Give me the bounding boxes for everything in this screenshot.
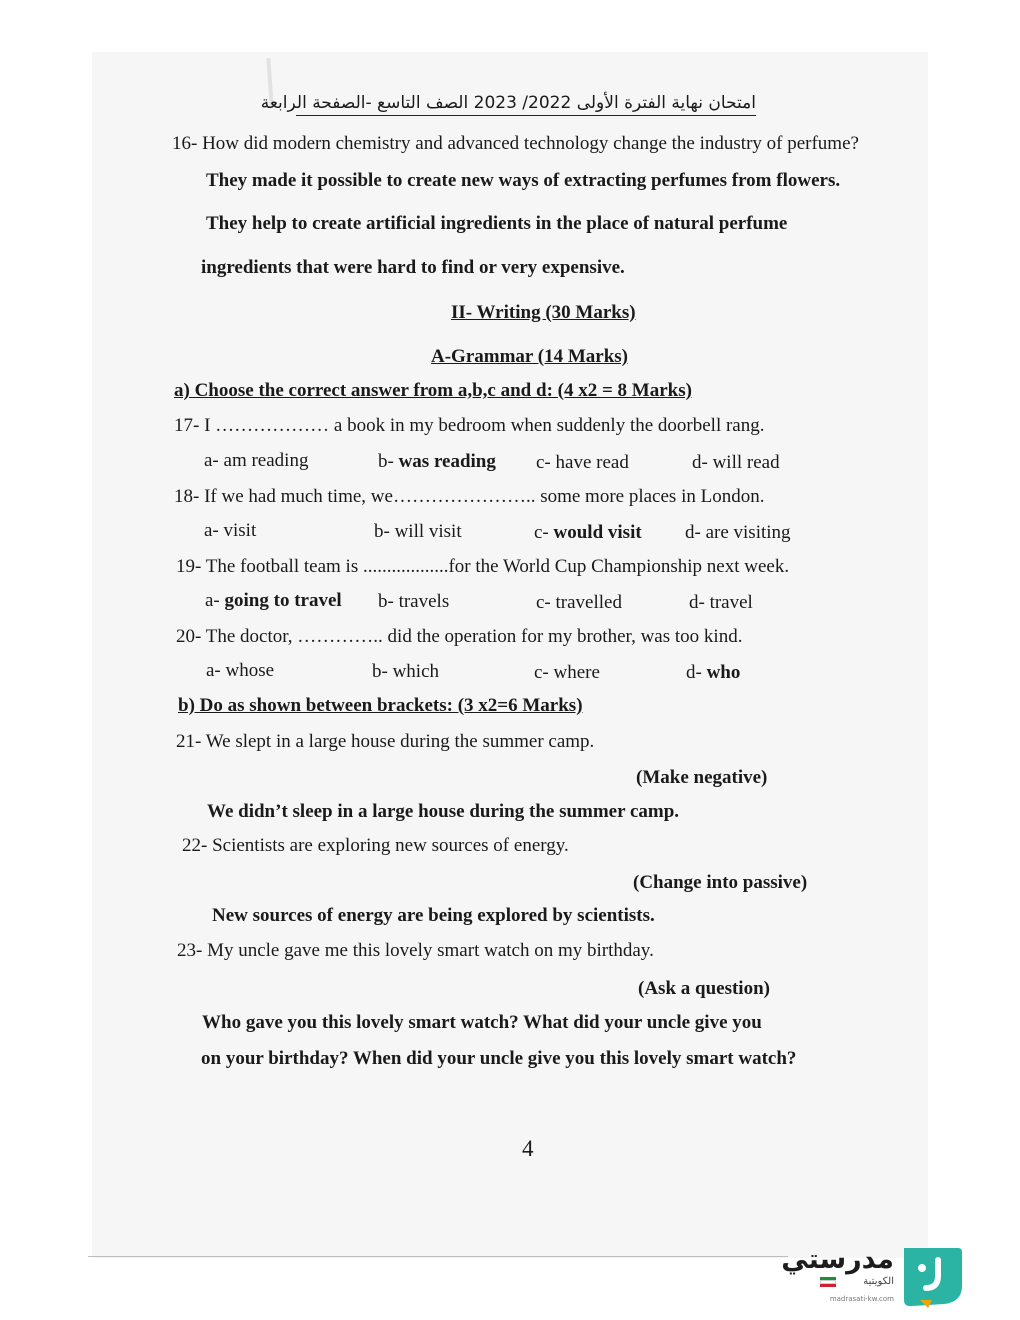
q16-answer-line-1: They made it possible to create new ways of extracting perfumes from flowers.: [206, 170, 841, 191]
q18-option-d: d- are visiting: [685, 522, 791, 543]
arabic-page-header: امتحان نهاية الفترة الأولى 2022/ 2023 الصف التاسع -الصفحة الرابعة: [296, 93, 756, 116]
q17-correct-answer: was reading: [398, 451, 496, 472]
q20-option-d: d- who: [686, 662, 741, 683]
page-number: 4: [522, 1136, 534, 1161]
q19-option-c: c- travelled: [536, 592, 622, 613]
logo-name: مدرستي: [781, 1244, 894, 1275]
q20-question: 20- The doctor, ………….. did the operation for my brother, was too kind.: [176, 626, 743, 647]
q16-question: 16- How did modern chemistry and advanced technology change the industry of perfume?: [172, 133, 859, 154]
madrasati-badge-icon: [898, 1246, 964, 1308]
q17-option-b: b- was reading: [378, 451, 496, 472]
q23-instruction: (Ask a question): [638, 978, 770, 999]
q19-option-b: b- travels: [378, 591, 450, 612]
logo-url: madrasati-kw.com: [829, 1295, 894, 1303]
q19-correct-answer: going to travel: [224, 590, 342, 611]
madrasati-logo: [781, 1244, 968, 1316]
q20-correct-answer: who: [706, 662, 741, 683]
q16-answer-line-3: ingredients that were hard to find or very expensive.: [201, 257, 625, 278]
part-b-instruction: b) Do as shown between brackets: (3 x2=6 Marks): [178, 695, 583, 716]
bottom-divider: [88, 1256, 788, 1257]
q19-option-d: d- travel: [689, 592, 753, 613]
q17-option-d: d- will read: [692, 452, 780, 473]
q17-option-a: a- am reading: [204, 450, 309, 471]
q23-answer-line-2: on your birthday? When did your uncle give you this lovely smart watch?: [201, 1048, 797, 1069]
q18-option-a: a- visit: [204, 520, 257, 541]
q23-question: 23- My uncle gave me this lovely smart watch on my birthday.: [177, 940, 654, 961]
q20-option-c: c- where: [534, 662, 600, 683]
q16-answer-line-2: They help to create artificial ingredients in the place of natural perfume: [206, 213, 788, 234]
q23-answer-line-1: Who gave you this lovely smart watch? What did your uncle give you: [202, 1012, 762, 1033]
q20-option-b: b- which: [372, 661, 440, 682]
q21-instruction: (Make negative): [636, 767, 768, 788]
q21-question: 21- We slept in a large house during the summer camp.: [176, 731, 595, 752]
q18-option-c: c- would visit: [534, 522, 642, 543]
q19-question: 19- The football team is ..................for the World Cup Championship next week.: [176, 556, 790, 577]
section-grammar-heading: A-Grammar (14 Marks): [431, 346, 628, 367]
q17-option-c: c- have read: [536, 452, 629, 473]
part-a-instruction: a) Choose the correct answer from a,b,c and d: (4 x2 = 8 Marks): [174, 380, 692, 401]
q18-correct-answer: would visit: [553, 522, 642, 543]
q20-option-a: a- whose: [206, 660, 275, 681]
q17-question: 17- I ……………… a book in my bedroom when suddenly the doorbell rang.: [174, 415, 765, 436]
q22-answer: New sources of energy are being explored by scientists.: [212, 905, 655, 926]
q21-answer: We didn’t sleep in a large house during the summer camp.: [207, 801, 680, 822]
logo-subtitle: الكويتية: [863, 1276, 894, 1287]
q22-instruction: (Change into passive): [633, 872, 808, 893]
q19-option-a: a- going to travel: [205, 590, 342, 611]
section-writing-heading: II- Writing (30 Marks): [451, 302, 636, 323]
q22-question: 22- Scientists are exploring new sources of energy.: [182, 835, 569, 856]
q18-question: 18- If we had much time, we………………….. some more places in London.: [174, 486, 765, 507]
q18-option-b: b- will visit: [374, 521, 462, 542]
